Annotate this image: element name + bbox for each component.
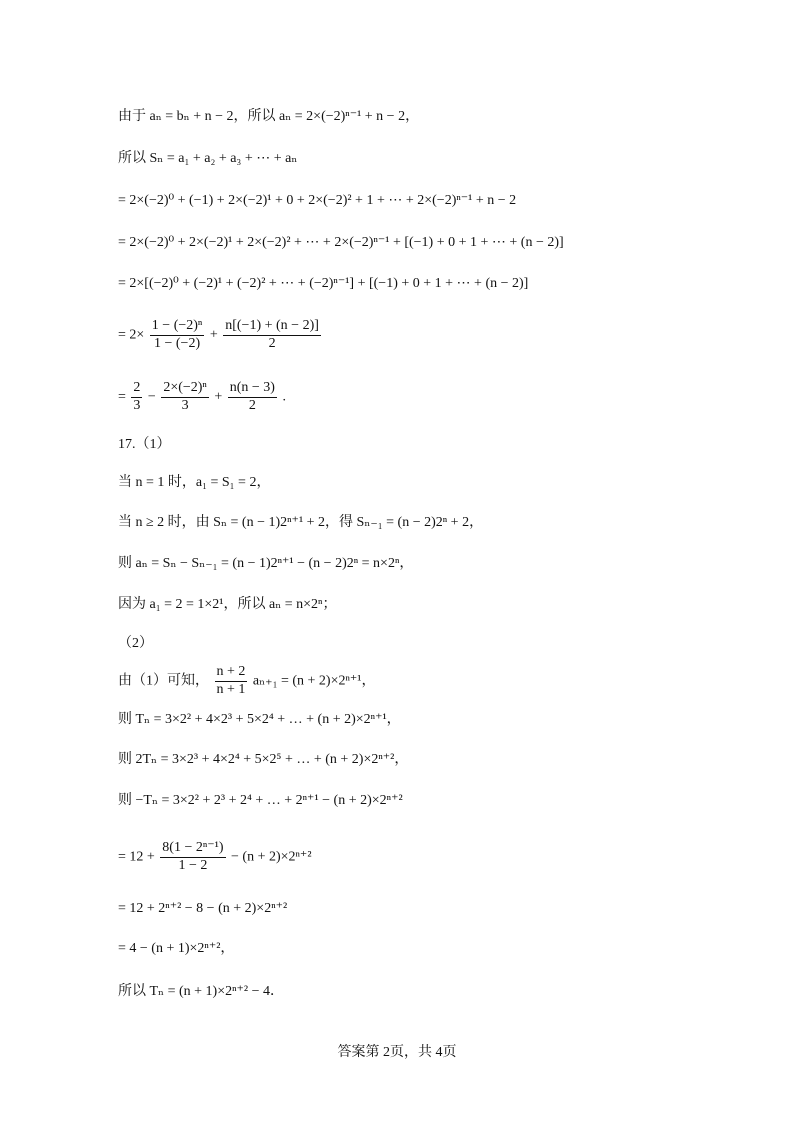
page-footer: 答案第 2页，共 4页 [337, 1045, 457, 1060]
eq-line-neg-tn: 则 −Tₙ = 3×2² + 2³ + 2⁴ + … + 2ⁿ⁺¹ − (n + 2)×2ⁿ⁺² [118, 793, 403, 808]
fraction-numerator: 1 − (−2)ⁿ [150, 318, 205, 336]
minus-sign: − [147, 389, 156, 405]
fraction-arithmetic [223, 318, 321, 353]
eq-line-n-equals-1: 当 n = 1 时，a₁ = S₁ = 2， [118, 475, 271, 490]
eq-line-expand-1: = 2×(−2)⁰ + (−1) + 2×(−2)¹ + 0 + 2×(−2)² + 1 + ⋯ + 2×(−2)ⁿ⁻¹ + n − 2 [118, 193, 517, 208]
fraction-numerator: 2 [131, 380, 142, 398]
eq-line-n-ge-2: 当 n ≥ 2 时，由 Sₙ = (n − 1)2ⁿ⁺¹ + 2，得 Sₙ₋₁ = (n − 2)2ⁿ + 2， [118, 515, 484, 530]
eq-line-tn-result: 所以 Tₙ = (n + 1)×2ⁿ⁺² − 4． [118, 984, 285, 999]
fraction-numerator: n(n − 3) [228, 380, 277, 398]
eq-prefix: = [118, 389, 126, 405]
eq-line-sn-sum: 所以 Sₙ = a₁ + a₂ + a₃ + ⋯ + aₙ [118, 151, 298, 166]
plus-sign: + [209, 327, 218, 343]
fraction-geometric-sum [160, 840, 225, 875]
fraction-n-ratio [215, 664, 248, 699]
period: . [282, 389, 286, 405]
plus-sign: + [214, 389, 223, 405]
eq-prefix: = 12 + [118, 849, 155, 865]
eq-line-an-conclusion: 因为 a₁ = 2 = 1×2¹，所以 aₙ = n×2ⁿ； [118, 597, 337, 612]
eq-line-an-derivation: 则 aₙ = Sₙ − Sₙ₋₁ = (n − 1)2ⁿ⁺¹ − (n − 2)2ⁿ = n×2ⁿ， [118, 556, 414, 571]
problem-17-part-2-heading: （2） [118, 636, 153, 651]
eq-line-simplify-1: = 12 + 2ⁿ⁺² − 8 − (n + 2)×2ⁿ⁺² [118, 901, 288, 916]
eq-suffix: aₙ₊₁ = (n + 2)×2ⁿ⁺¹， [252, 673, 376, 689]
fraction-denominator: 3 [133, 397, 141, 413]
fraction-numerator: n[(−1) + (n − 2)] [223, 318, 321, 336]
fraction-numerator: n + 2 [215, 664, 248, 682]
eq-line-an-relation: 由于 aₙ = bₙ + n − 2，所以 aₙ = 2×(−2)ⁿ⁻¹ + n − 2， [118, 109, 420, 124]
eq-line-expand-2: = 2×(−2)⁰ + 2×(−2)¹ + 2×(−2)² + ⋯ + 2×(−2)ⁿ⁻¹ + [(−1) + 0 + 1 + ⋯ + (n − 2)] [118, 235, 564, 250]
eq-line-tn-def: 则 Tₙ = 3×2² + 4×2³ + 5×2⁴ + … + (n + 2)×2ⁿ⁺¹， [118, 712, 401, 727]
eq-suffix: − (n + 2)×2ⁿ⁺² [231, 849, 312, 865]
fraction-quadratic [228, 380, 277, 415]
eq-prefix: 由（1）可知， [118, 673, 209, 689]
eq-line-from-part-1 [118, 664, 375, 699]
eq-line-simplify-2: = 4 − (n + 1)×2ⁿ⁺²， [118, 941, 235, 956]
fraction-power [161, 380, 209, 415]
eq-line-grouped: = 2×[(−2)⁰ + (−2)¹ + (−2)² + ⋯ + (−2)ⁿ⁻¹] + [(−1) + 0 + 1 + ⋯ + (n − 2)] [118, 276, 529, 291]
fraction-denominator: 1 − 2 [178, 857, 208, 873]
eq-line-geometric-fraction [118, 840, 312, 875]
fraction-numerator: 8(1 − 2ⁿ⁻¹) [160, 840, 225, 858]
fraction-denominator: n + 1 [216, 681, 246, 697]
fraction-two-thirds [131, 380, 142, 415]
fraction-denominator: 2 [268, 335, 276, 351]
eq-line-2tn: 则 2Tₙ = 3×2³ + 4×2⁴ + 5×2⁵ + … + (n + 2)×2ⁿ⁺²， [118, 752, 409, 767]
eq-prefix: = 2× [118, 327, 145, 343]
fraction-geometric [150, 318, 205, 353]
eq-line-fraction-sum [118, 318, 323, 353]
eq-line-result [118, 380, 286, 415]
fraction-denominator: 3 [181, 397, 189, 413]
fraction-denominator: 1 − (−2) [154, 335, 201, 351]
fraction-numerator: 2×(−2)ⁿ [161, 380, 209, 398]
problem-17-part-1-heading: 17.（1） [118, 437, 171, 452]
fraction-denominator: 2 [248, 397, 256, 413]
